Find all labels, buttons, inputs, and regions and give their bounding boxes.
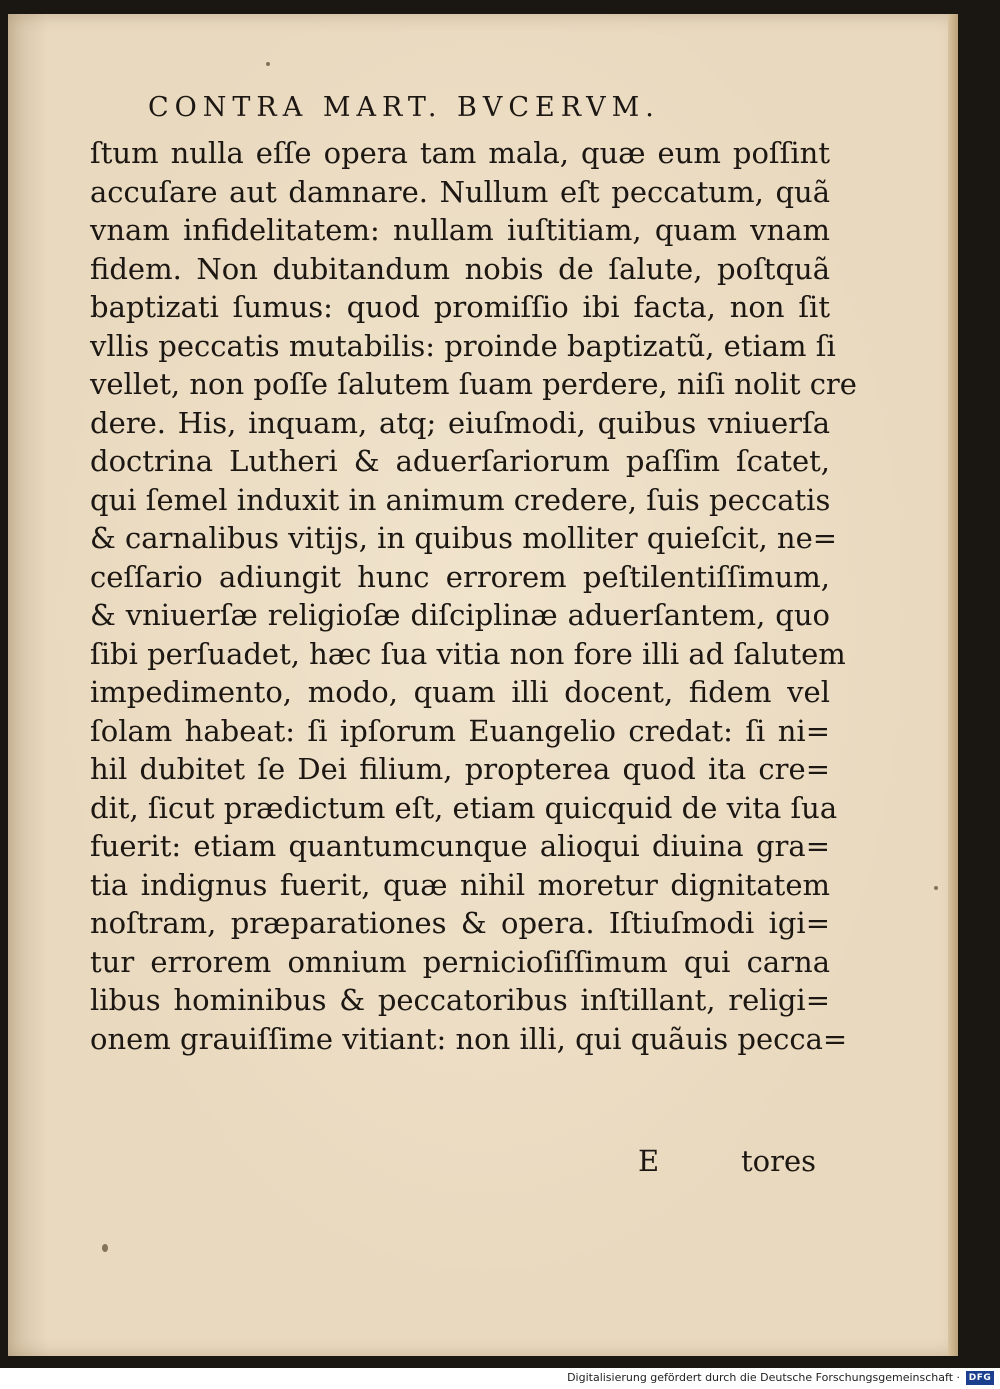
dfg-logo[interactable]: DFG xyxy=(966,1371,994,1385)
catchword: tores xyxy=(740,1144,816,1178)
text-line: onem grauiſſime vitiant: non illi, qui quãuis pecca= xyxy=(90,1021,848,1056)
page-edge xyxy=(948,14,958,1356)
ink-speck xyxy=(934,886,938,890)
text-line: & carnalibus vitijs, in quibus molliter quieſcit, ne= xyxy=(90,521,838,555)
text-line: noſtram, præparationes & opera. Iſtiuſmodi igi= xyxy=(90,906,830,940)
text-line: qui ſemel induxit in animum credere, ſuis peccatis xyxy=(90,482,831,517)
text-line: ſolam habeat: ſi ipſorum Euangelio credat: ſi ni= xyxy=(90,713,830,748)
text-line: accuſare aut damnare. Nullum eſt peccatum, quã xyxy=(90,174,830,209)
text-line: fidem. Non dubitandum nobis de ſalute, poſtquã xyxy=(90,251,830,286)
page-foot xyxy=(90,1144,830,1184)
text-line: doctrina Lutheri & aduerſariorum paſſim ſcatet, xyxy=(90,444,830,478)
text-line: dit, ſicut prædictum eſt, etiam quicquid de vita ſua xyxy=(90,790,838,825)
text-line: dere. His, inquam, atq; eiuſmodi, quibus vniuerſa xyxy=(90,405,830,440)
text-line: tia indignus fuerit, quæ nihil moretur dignitatem xyxy=(90,867,830,902)
text-line: impedimento, modo, quam illi docent, fidem vel xyxy=(90,675,830,709)
signature-mark: E xyxy=(638,1144,660,1178)
running-header: CONTRA MART. BVCERVM. xyxy=(148,92,660,123)
text-line: tur errorem omnium pernicioſiſſimum qui carna xyxy=(90,944,830,979)
text-line: libus hominibus & peccatoribus inſtillant, religi= xyxy=(90,983,830,1017)
text-line: fuerit: etiam quantumcunque alioqui diuina gra= xyxy=(90,829,830,863)
text-line: vellet, non poſſe ſalutem ſuam perdere, niſi nolit cre xyxy=(90,367,857,401)
text-line: vllis peccatis mutabilis: proinde baptizatũ, etiam ſi xyxy=(90,328,836,363)
book-page xyxy=(8,14,958,1356)
text-line: hil dubitet ſe Dei filium, propterea quod ita cre= xyxy=(90,752,830,786)
text-line: & vniuerſæ religioſæ diſciplinæ aduerſantem, quo xyxy=(90,598,830,632)
text-line: vnam infidelitatem: nullam iuſtitiam, quam vnam xyxy=(90,213,830,247)
ink-speck xyxy=(266,62,270,66)
text-line: ſibi perſuadet, hæc ſua vitia non fore illi ad ſalutem xyxy=(90,636,846,671)
body-text xyxy=(90,134,857,1058)
text-line: baptizati ſumus: quod promiſſio ibi facta, non ſit xyxy=(90,290,830,324)
ink-speck xyxy=(102,1244,108,1252)
text-line: ſtum nulla eſſe opera tam mala, quæ eum poſſint xyxy=(90,136,830,170)
digitization-footer xyxy=(0,1368,1000,1389)
text-line: ceſſario adiungit hunc errorem peſtilentiſſimum, xyxy=(90,559,830,594)
footer-credit: Digitalisierung gefördert durch die Deutsche Forschungsgemeinschaft · xyxy=(567,1371,960,1384)
